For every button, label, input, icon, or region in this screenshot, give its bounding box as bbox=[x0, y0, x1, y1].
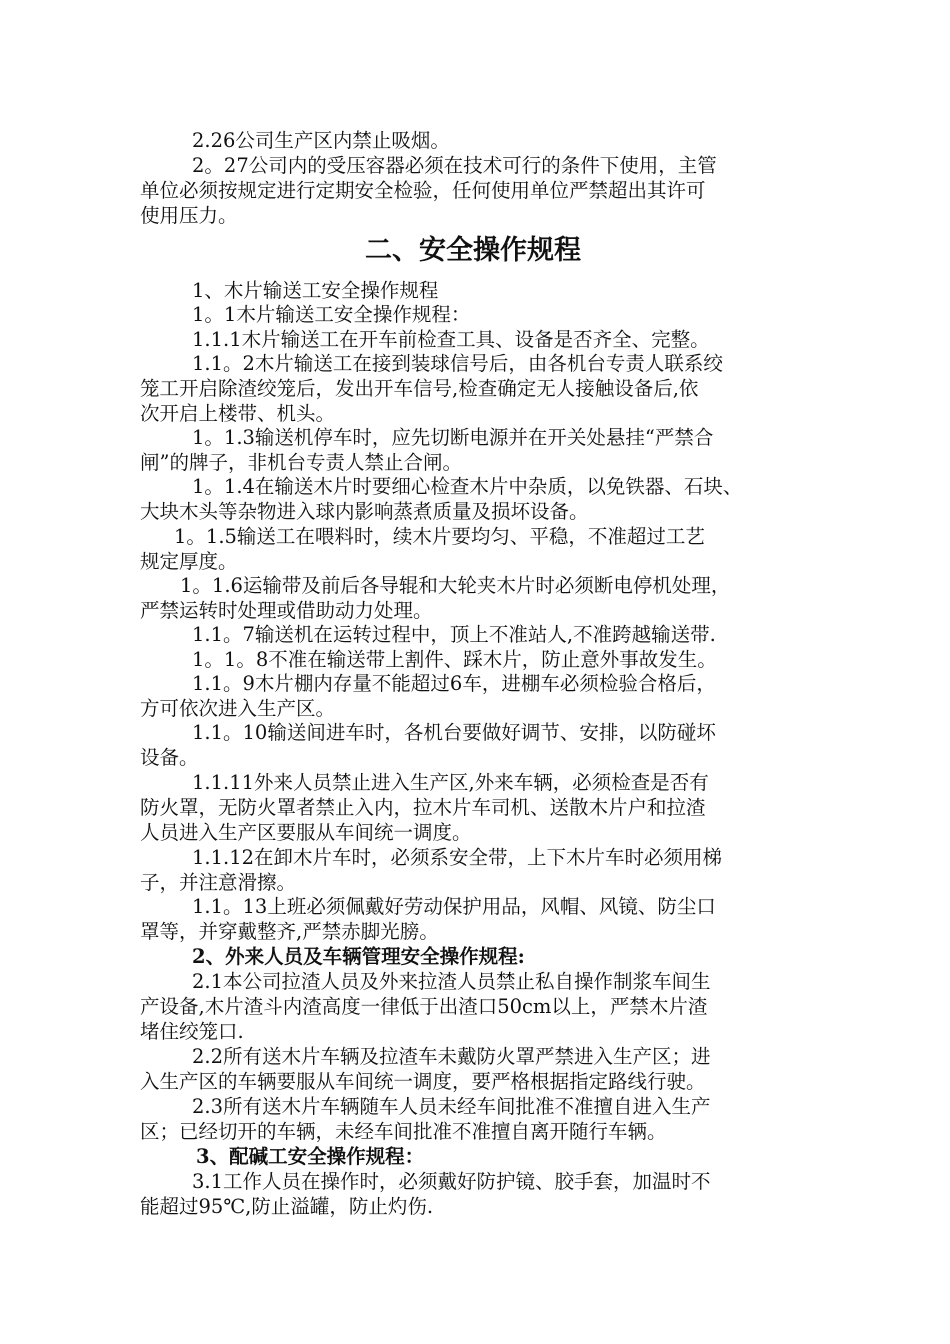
item-2-2-line: 2.2所有送木片车辆及拉渣车未戴防火罩严禁进入生产区；进 bbox=[192, 1045, 711, 1068]
subsection-3-title: 3、配碱工安全操作规程： bbox=[196, 1145, 425, 1168]
section-title: 二、安全操作规程 bbox=[365, 235, 581, 266]
item-3-1-line: 能超过95℃,防止溢罐，防止灼伤. bbox=[140, 1195, 434, 1218]
paragraph-2-27-line: 使用压力。 bbox=[140, 204, 238, 227]
item-1-1-7: 1.1。7输送机在运转过程中，顶上不准站人,不准跨越输送带. bbox=[192, 623, 716, 646]
item-1-1-2-line: 1.1。2木片输送工在接到装球信号后，由各机台专责人联系绞 bbox=[192, 352, 723, 375]
item-1-1-8: 1。1。8不准在输送带上割件、踩木片，防止意外事故发生。 bbox=[192, 648, 717, 671]
item-1-1-2-line: 次开启上楼带、机头。 bbox=[140, 402, 336, 425]
item-1-1-13-line: 罩等，并穿戴整齐,严禁赤脚光膀。 bbox=[140, 920, 439, 943]
item-1-1-2-line: 笼工开启除渣绞笼后，发出开车信号,检查确定无人接触设备后,依 bbox=[140, 377, 699, 400]
item-2-3-line: 区；已经切开的车辆，未经车间批准不准擅自离开随行车辆。 bbox=[140, 1120, 667, 1143]
item-1-1-12-line: 1.1.12在卸木片车时，必须系安全带，上下木片车时必须用梯 bbox=[192, 846, 723, 869]
item-2-3-line: 2.3所有送木片车辆随车人员未经车间批准不准擅自进入生产 bbox=[192, 1095, 711, 1118]
subsection-2-title: 2、外来人员及车辆管理安全操作规程: bbox=[192, 945, 525, 968]
item-1-1-5-line: 1。1.5输送工在喂料时，续木片要均匀、平稳，不准超过工艺 bbox=[174, 525, 705, 548]
paragraph-2-27-line: 单位必须按规定进行定期安全检验，任何使用单位严禁超出其许可 bbox=[140, 179, 706, 202]
item-3-1-line: 3.1工作人员在操作时，必须戴好防护镜、胶手套，加温时不 bbox=[192, 1170, 711, 1193]
item-1-1-9-line: 1.1。9木片棚内存量不能超过6车，进棚车必须检验合格后， bbox=[192, 672, 716, 695]
item-1-1-10-line: 1.1。10输送间进车时，各机台要做好调节、安排，以防碰坏 bbox=[192, 721, 716, 744]
subsection-1-title: 1、木片输送工安全操作规程 bbox=[192, 279, 439, 302]
paragraph-2-27-line: 2。27公司内的受压容器必须在技术可行的条件下使用，主管 bbox=[192, 154, 717, 177]
item-1-1-4-line: 1。1.4在输送木片时要细心检查木片中杂质，以免铁器、石块、 bbox=[192, 475, 743, 498]
item-1-1-5-line: 规定厚度。 bbox=[140, 550, 238, 573]
subsection-1-1-title: 1。1木片输送工安全操作规程： bbox=[192, 303, 471, 326]
item-1-1-6-line: 严禁运转时处理或借助动力处理。 bbox=[140, 599, 433, 622]
item-1-1-9-line: 方可依次进入生产区。 bbox=[140, 697, 336, 720]
item-1-1-11-line: 1.1.11外来人员禁止进入生产区,外来车辆，必须检查是否有 bbox=[192, 771, 709, 794]
item-1-1-4-line: 大块木头等杂物进入球内影响蒸煮质量及损坏设备。 bbox=[140, 500, 589, 523]
item-1-1-13-line: 1.1。13上班必须佩戴好劳动保护用品，风帽、风镜、防尘口 bbox=[192, 895, 716, 918]
item-1-1-12-line: 子，并注意滑擦。 bbox=[140, 871, 297, 894]
item-1-1-6-line: 1。1.6运输带及前后各导辊和大轮夹木片时必须断电停机处理， bbox=[180, 574, 731, 597]
item-2-1-line: 2.1本公司拉渣人员及外来拉渣人员禁止私自操作制浆车间生 bbox=[192, 970, 711, 993]
item-2-1-line: 产设备,木片渣斗内渣高度一律低于出渣口50cm以上，严禁木片渣 bbox=[140, 995, 708, 1018]
item-1-1-11-line: 防火罩，无防火罩者禁止入内，拉木片车司机、送散木片户和拉渣 bbox=[140, 796, 706, 819]
item-2-1-line: 堵住绞笼口. bbox=[140, 1020, 244, 1043]
item-1-1-3-line: 1。1.3输送机停车时，应先切断电源并在开关处悬挂“严禁合 bbox=[192, 426, 714, 449]
item-1-1-3-line: 闸”的牌子，非机台专责人禁止合闸。 bbox=[140, 451, 462, 474]
item-1-1-1: 1.1.1木片输送工在开车前检查工具、设备是否齐全、完整。 bbox=[192, 328, 710, 351]
paragraph-2-26: 2.26公司生产区内禁止吸烟。 bbox=[192, 129, 450, 152]
item-1-1-10-line: 设备。 bbox=[140, 746, 199, 769]
item-2-2-line: 入生产区的车辆要服从车间统一调度，要严格根据指定路线行驶。 bbox=[140, 1070, 706, 1093]
item-1-1-11-line: 人员进入生产区要服从车间统一调度。 bbox=[140, 821, 472, 844]
